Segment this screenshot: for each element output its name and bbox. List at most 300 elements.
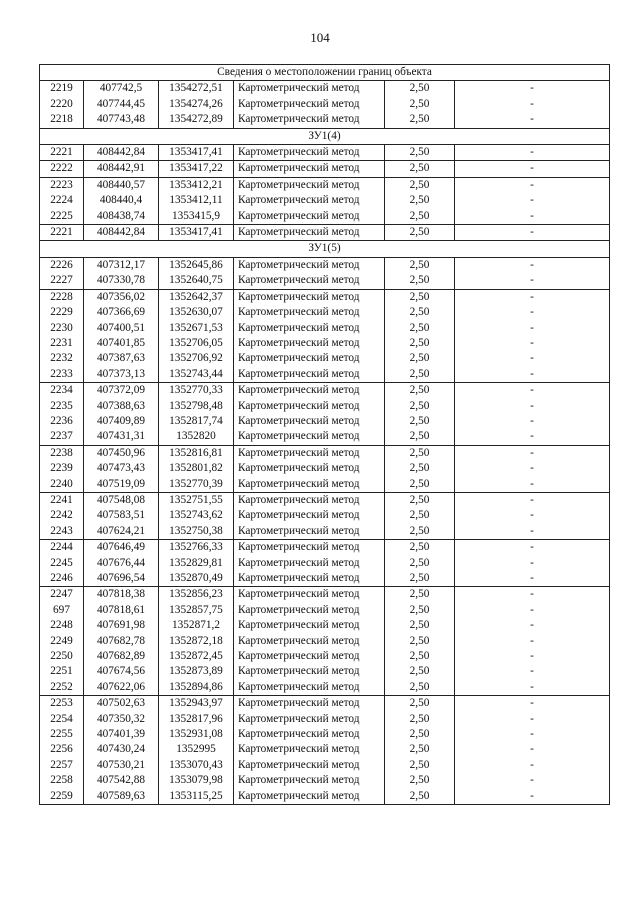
accuracy-cell: 2,50 [385,664,455,679]
x-coordinate-cell: 407350,32 [84,712,159,727]
table-row [40,445,610,461]
description-cell: - [455,540,610,556]
method-cell: Картометрический метод [234,696,385,712]
method-cell: Картометрический метод [234,429,385,445]
point-number-cell: 2257 [40,758,84,773]
method-cell: Картометрический метод [234,305,385,320]
y-coordinate-cell: 1352642,37 [159,289,234,305]
accuracy-cell: 2,50 [385,492,455,508]
point-number-cell: 2246 [40,571,84,587]
method-cell: Картометрический метод [234,383,385,399]
description-cell: - [455,758,610,773]
x-coordinate-cell: 407818,38 [84,587,159,603]
x-coordinate-cell: 407473,43 [84,461,159,476]
table-row [40,209,610,225]
table-row [40,257,610,273]
x-coordinate-cell: 407401,85 [84,336,159,351]
description-cell: - [455,571,610,587]
x-coordinate-cell: 408442,84 [84,145,159,161]
y-coordinate-cell: 1352871,2 [159,618,234,633]
x-coordinate-cell: 407742,5 [84,81,159,97]
table-row [40,289,610,305]
description-cell: - [455,696,610,712]
description-cell: - [455,587,610,603]
x-coordinate-cell: 407401,39 [84,727,159,742]
x-coordinate-cell: 407589,63 [84,789,159,805]
table-row [40,97,610,112]
description-cell: - [455,680,610,696]
y-coordinate-cell: 1352743,62 [159,508,234,523]
accuracy-cell: 2,50 [385,112,455,128]
y-coordinate-cell: 1352630,07 [159,305,234,320]
accuracy-cell: 2,50 [385,508,455,523]
table-row [40,112,610,128]
point-number-cell: 2252 [40,680,84,696]
method-cell: Картометрический метод [234,634,385,649]
table-row [40,305,610,320]
point-number-cell: 2227 [40,273,84,289]
y-coordinate-cell: 1352873,89 [159,664,234,679]
method-cell: Картометрический метод [234,712,385,727]
table-row [40,492,610,508]
table-row [40,649,610,664]
accuracy-cell: 2,50 [385,257,455,273]
x-coordinate-cell: 407682,78 [84,634,159,649]
accuracy-cell: 2,50 [385,618,455,633]
x-coordinate-cell: 407542,88 [84,773,159,788]
section-title: ЗУ1(4) [40,128,610,144]
method-cell: Картометрический метод [234,112,385,128]
point-number-cell: 2250 [40,649,84,664]
table-row [40,618,610,633]
section-title-row [40,241,610,257]
y-coordinate-cell: 1352706,92 [159,351,234,366]
accuracy-cell: 2,50 [385,727,455,742]
y-coordinate-cell: 1354272,51 [159,81,234,97]
y-coordinate-cell: 1352857,75 [159,603,234,618]
table-row [40,193,610,208]
description-cell: - [455,145,610,161]
x-coordinate-cell: 407312,17 [84,257,159,273]
table-row [40,789,610,805]
description-cell: - [455,351,610,366]
description-cell: - [455,257,610,273]
method-cell: Картометрический метод [234,461,385,476]
boundary-coordinates-table [39,64,610,805]
y-coordinate-cell: 1353115,25 [159,789,234,805]
point-number-cell: 2228 [40,289,84,305]
accuracy-cell: 2,50 [385,461,455,476]
description-cell: - [455,305,610,320]
accuracy-cell: 2,50 [385,773,455,788]
method-cell: Картометрический метод [234,664,385,679]
y-coordinate-cell: 1352770,39 [159,477,234,493]
accuracy-cell: 2,50 [385,367,455,383]
accuracy-cell: 2,50 [385,414,455,429]
table-row [40,461,610,476]
description-cell: - [455,367,610,383]
method-cell: Картометрический метод [234,742,385,757]
description-cell: - [455,161,610,177]
point-number-cell: 2259 [40,789,84,805]
method-cell: Картометрический метод [234,273,385,289]
accuracy-cell: 2,50 [385,477,455,493]
description-cell: - [455,618,610,633]
point-number-cell: 2229 [40,305,84,320]
y-coordinate-cell: 1352872,18 [159,634,234,649]
x-coordinate-cell: 407366,69 [84,305,159,320]
description-cell: - [455,321,610,336]
y-coordinate-cell: 1352817,74 [159,414,234,429]
y-coordinate-cell: 1352872,45 [159,649,234,664]
y-coordinate-cell: 1352820 [159,429,234,445]
accuracy-cell: 2,50 [385,305,455,320]
x-coordinate-cell: 407502,63 [84,696,159,712]
accuracy-cell: 2,50 [385,193,455,208]
x-coordinate-cell: 407676,44 [84,556,159,571]
table-row [40,321,610,336]
x-coordinate-cell: 407743,48 [84,112,159,128]
description-cell: - [455,225,610,241]
y-coordinate-cell: 1353415,9 [159,209,234,225]
x-coordinate-cell: 407622,06 [84,680,159,696]
point-number-cell: 2222 [40,161,84,177]
description-cell: - [455,193,610,208]
y-coordinate-cell: 1352640,75 [159,273,234,289]
y-coordinate-cell: 1353417,22 [159,161,234,177]
y-coordinate-cell: 1352770,33 [159,383,234,399]
x-coordinate-cell: 407744,45 [84,97,159,112]
y-coordinate-cell: 1352801,82 [159,461,234,476]
method-cell: Картометрический метод [234,367,385,383]
point-number-cell: 2231 [40,336,84,351]
x-coordinate-cell: 407519,09 [84,477,159,493]
y-coordinate-cell: 1352798,48 [159,399,234,414]
accuracy-cell: 2,50 [385,177,455,193]
point-number-cell: 2232 [40,351,84,366]
method-cell: Картометрический метод [234,571,385,587]
x-coordinate-cell: 408442,91 [84,161,159,177]
table-row [40,145,610,161]
description-cell: - [455,289,610,305]
method-cell: Картометрический метод [234,618,385,633]
point-number-cell: 2248 [40,618,84,633]
method-cell: Картометрический метод [234,587,385,603]
y-coordinate-cell: 1353079,98 [159,773,234,788]
description-cell: - [455,445,610,461]
description-cell: - [455,634,610,649]
table-row [40,161,610,177]
point-number-cell: 2249 [40,634,84,649]
method-cell: Картометрический метод [234,399,385,414]
x-coordinate-cell: 407548,08 [84,492,159,508]
accuracy-cell: 2,50 [385,81,455,97]
accuracy-cell: 2,50 [385,680,455,696]
point-number-cell: 2236 [40,414,84,429]
method-cell: Картометрический метод [234,145,385,161]
method-cell: Картометрический метод [234,603,385,618]
table-row [40,587,610,603]
method-cell: Картометрический метод [234,97,385,112]
x-coordinate-cell: 407388,63 [84,399,159,414]
x-coordinate-cell: 407691,98 [84,618,159,633]
y-coordinate-cell: 1352671,53 [159,321,234,336]
accuracy-cell: 2,50 [385,336,455,351]
description-cell: - [455,524,610,540]
accuracy-cell: 2,50 [385,603,455,618]
accuracy-cell: 2,50 [385,225,455,241]
point-number-cell: 2233 [40,367,84,383]
table-row [40,571,610,587]
table-row [40,540,610,556]
y-coordinate-cell: 1352870,49 [159,571,234,587]
point-number-cell: 2258 [40,773,84,788]
description-cell: - [455,789,610,805]
x-coordinate-cell: 408438,74 [84,209,159,225]
method-cell: Картометрический метод [234,161,385,177]
table-row [40,634,610,649]
method-cell: Картометрический метод [234,524,385,540]
method-cell: Картометрический метод [234,556,385,571]
x-coordinate-cell: 407583,51 [84,508,159,523]
table-header-title: Сведения о местоположении границ объекта [40,65,610,81]
method-cell: Картометрический метод [234,680,385,696]
method-cell: Картометрический метод [234,351,385,366]
method-cell: Картометрический метод [234,257,385,273]
accuracy-cell: 2,50 [385,634,455,649]
table-row [40,680,610,696]
x-coordinate-cell: 408440,4 [84,193,159,208]
table-row [40,383,610,399]
method-cell: Картометрический метод [234,336,385,351]
table-row [40,696,610,712]
x-coordinate-cell: 407356,02 [84,289,159,305]
table-row [40,429,610,445]
point-number-cell: 2256 [40,742,84,757]
description-cell: - [455,399,610,414]
y-coordinate-cell: 1353070,43 [159,758,234,773]
point-number-cell: 2235 [40,399,84,414]
x-coordinate-cell: 408442,84 [84,225,159,241]
point-number-cell: 2239 [40,461,84,476]
y-coordinate-cell: 1352894,86 [159,680,234,696]
y-coordinate-cell: 1354272,89 [159,112,234,128]
description-cell: - [455,508,610,523]
table-body [40,65,610,805]
table-row [40,758,610,773]
y-coordinate-cell: 1354274,26 [159,97,234,112]
x-coordinate-cell: 407372,09 [84,383,159,399]
x-coordinate-cell: 407400,51 [84,321,159,336]
y-coordinate-cell: 1352750,38 [159,524,234,540]
description-cell: - [455,461,610,476]
y-coordinate-cell: 1352645,86 [159,257,234,273]
y-coordinate-cell: 1352829,81 [159,556,234,571]
y-coordinate-cell: 1352706,05 [159,336,234,351]
method-cell: Картометрический метод [234,81,385,97]
description-cell: - [455,603,610,618]
y-coordinate-cell: 1352751,55 [159,492,234,508]
x-coordinate-cell: 407674,56 [84,664,159,679]
accuracy-cell: 2,50 [385,97,455,112]
point-number-cell: 697 [40,603,84,618]
table-row [40,727,610,742]
x-coordinate-cell: 407646,49 [84,540,159,556]
accuracy-cell: 2,50 [385,789,455,805]
point-number-cell: 2237 [40,429,84,445]
description-cell: - [455,383,610,399]
method-cell: Картометрический метод [234,540,385,556]
table-row [40,742,610,757]
description-cell: - [455,664,610,679]
y-coordinate-cell: 1352816,81 [159,445,234,461]
table-row [40,524,610,540]
description-cell: - [455,414,610,429]
accuracy-cell: 2,50 [385,556,455,571]
description-cell: - [455,773,610,788]
table-row [40,367,610,383]
point-number-cell: 2221 [40,225,84,241]
x-coordinate-cell: 408440,57 [84,177,159,193]
description-cell: - [455,477,610,493]
table-row [40,414,610,429]
method-cell: Картометрический метод [234,321,385,336]
description-cell: - [455,97,610,112]
method-cell: Картометрический метод [234,492,385,508]
method-cell: Картометрический метод [234,445,385,461]
y-coordinate-cell: 1352943,97 [159,696,234,712]
accuracy-cell: 2,50 [385,399,455,414]
table-row [40,477,610,493]
point-number-cell: 2234 [40,383,84,399]
accuracy-cell: 2,50 [385,587,455,603]
table-header-row [40,65,610,81]
point-number-cell: 2225 [40,209,84,225]
accuracy-cell: 2,50 [385,445,455,461]
x-coordinate-cell: 407409,89 [84,414,159,429]
table-row [40,508,610,523]
point-number-cell: 2255 [40,727,84,742]
method-cell: Картометрический метод [234,758,385,773]
table-row [40,603,610,618]
method-cell: Картометрический метод [234,789,385,805]
table-row [40,399,610,414]
y-coordinate-cell: 1353417,41 [159,225,234,241]
method-cell: Картометрический метод [234,177,385,193]
point-number-cell: 2241 [40,492,84,508]
y-coordinate-cell: 1352856,23 [159,587,234,603]
accuracy-cell: 2,50 [385,540,455,556]
point-number-cell: 2221 [40,145,84,161]
description-cell: - [455,112,610,128]
table-row [40,664,610,679]
x-coordinate-cell: 407430,24 [84,742,159,757]
description-cell: - [455,649,610,664]
method-cell: Картометрический метод [234,209,385,225]
method-cell: Картометрический метод [234,727,385,742]
point-number-cell: 2230 [40,321,84,336]
point-number-cell: 2223 [40,177,84,193]
point-number-cell: 2218 [40,112,84,128]
y-coordinate-cell: 1352743,44 [159,367,234,383]
accuracy-cell: 2,50 [385,571,455,587]
x-coordinate-cell: 407818,61 [84,603,159,618]
method-cell: Картометрический метод [234,225,385,241]
x-coordinate-cell: 407450,96 [84,445,159,461]
table-row [40,773,610,788]
accuracy-cell: 2,50 [385,289,455,305]
method-cell: Картометрический метод [234,508,385,523]
table-row [40,273,610,289]
table-row [40,336,610,351]
description-cell: - [455,336,610,351]
accuracy-cell: 2,50 [385,321,455,336]
description-cell: - [455,492,610,508]
accuracy-cell: 2,50 [385,351,455,366]
accuracy-cell: 2,50 [385,524,455,540]
description-cell: - [455,742,610,757]
table-row [40,81,610,97]
y-coordinate-cell: 1352766,33 [159,540,234,556]
x-coordinate-cell: 407330,78 [84,273,159,289]
method-cell: Картометрический метод [234,477,385,493]
method-cell: Картометрический метод [234,289,385,305]
x-coordinate-cell: 407530,21 [84,758,159,773]
accuracy-cell: 2,50 [385,758,455,773]
x-coordinate-cell: 407682,89 [84,649,159,664]
accuracy-cell: 2,50 [385,649,455,664]
accuracy-cell: 2,50 [385,161,455,177]
x-coordinate-cell: 407431,31 [84,429,159,445]
page-number: 104 [310,30,330,45]
y-coordinate-cell: 1352995 [159,742,234,757]
x-coordinate-cell: 407624,21 [84,524,159,540]
method-cell: Картометрический метод [234,773,385,788]
method-cell: Картометрический метод [234,649,385,664]
accuracy-cell: 2,50 [385,273,455,289]
table-row [40,225,610,241]
description-cell: - [455,556,610,571]
point-number-cell: 2253 [40,696,84,712]
point-number-cell: 2219 [40,81,84,97]
description-cell: - [455,712,610,727]
table-row [40,177,610,193]
point-number-cell: 2245 [40,556,84,571]
point-number-cell: 2238 [40,445,84,461]
point-number-cell: 2240 [40,477,84,493]
point-number-cell: 2220 [40,97,84,112]
point-number-cell: 2224 [40,193,84,208]
x-coordinate-cell: 407387,63 [84,351,159,366]
method-cell: Картометрический метод [234,414,385,429]
table-row [40,712,610,727]
point-number-cell: 2244 [40,540,84,556]
description-cell: - [455,81,610,97]
point-number-cell: 2242 [40,508,84,523]
y-coordinate-cell: 1352817,96 [159,712,234,727]
accuracy-cell: 2,50 [385,742,455,757]
accuracy-cell: 2,50 [385,429,455,445]
point-number-cell: 2251 [40,664,84,679]
accuracy-cell: 2,50 [385,145,455,161]
y-coordinate-cell: 1353417,41 [159,145,234,161]
accuracy-cell: 2,50 [385,209,455,225]
y-coordinate-cell: 1353412,21 [159,177,234,193]
description-cell: - [455,273,610,289]
description-cell: - [455,209,610,225]
point-number-cell: 2247 [40,587,84,603]
x-coordinate-cell: 407373,13 [84,367,159,383]
